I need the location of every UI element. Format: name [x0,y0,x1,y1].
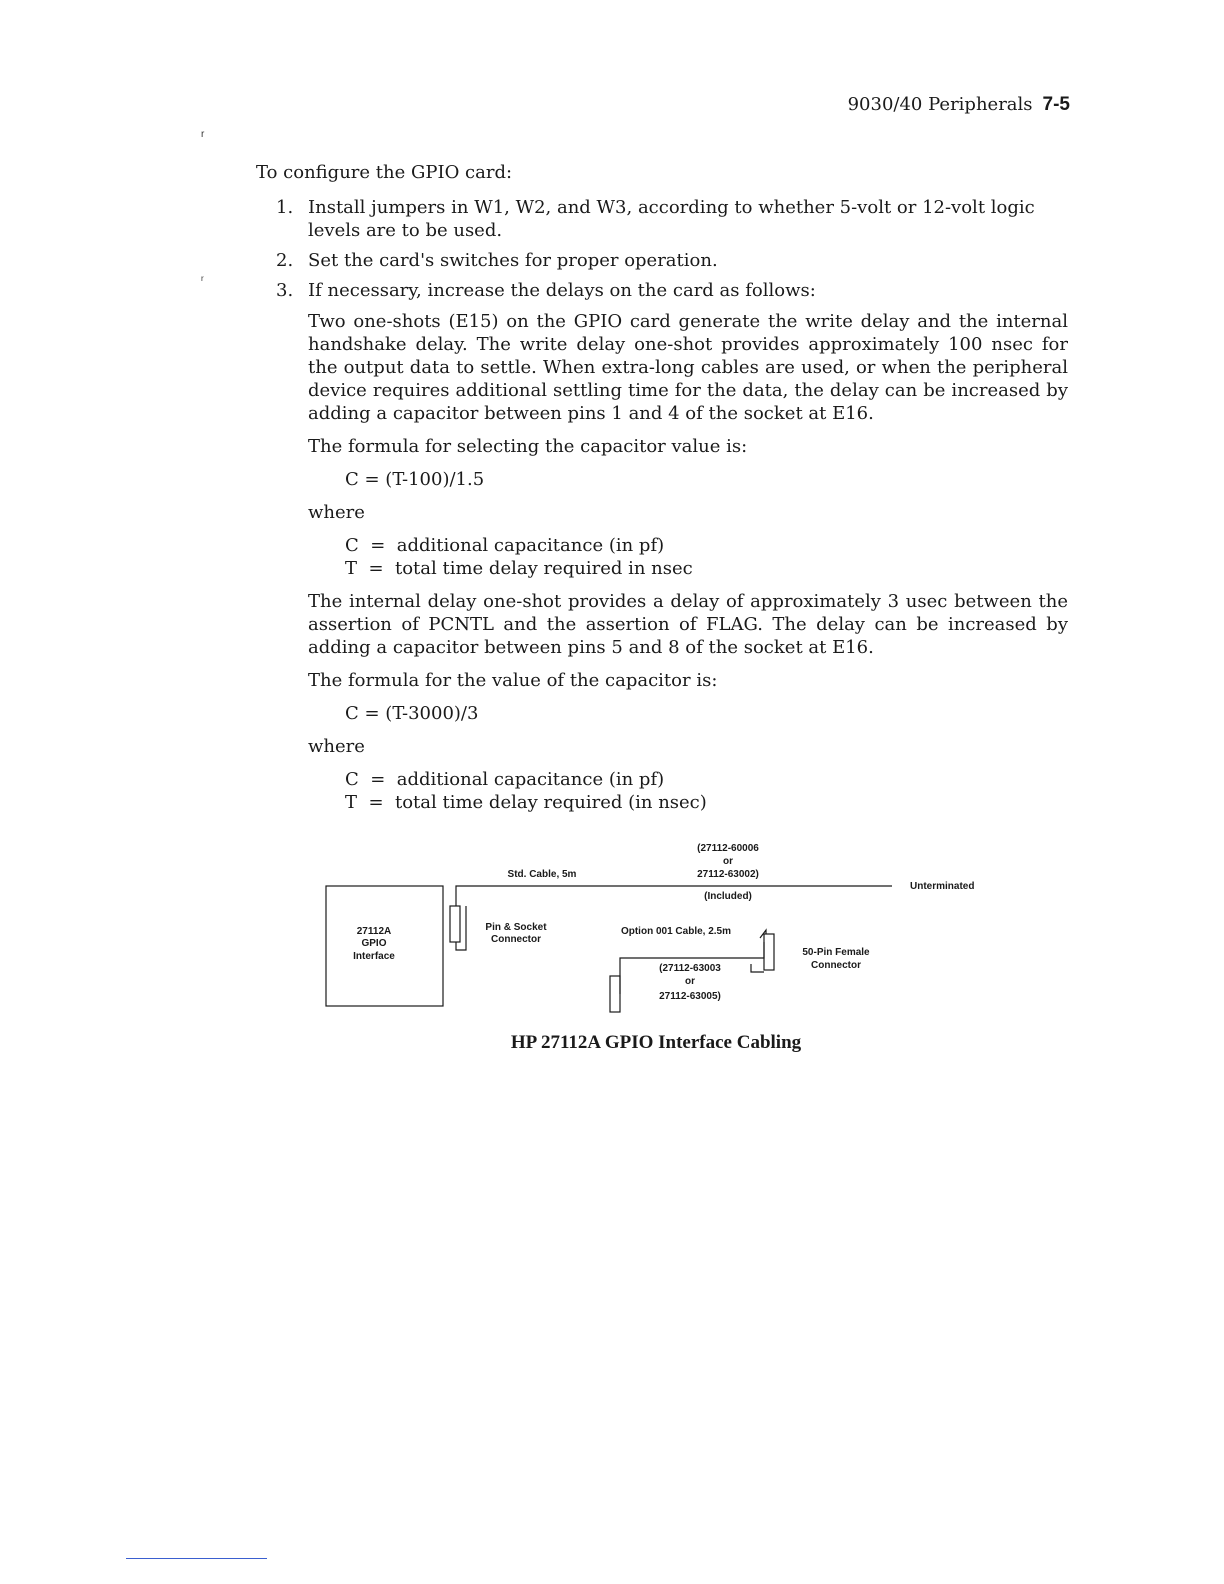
step-number: 2. [276,250,294,271]
figure-caption: HP 27112A GPIO Interface Cabling [510,1032,802,1053]
section-title: 9030/40 Peripherals [847,94,1033,115]
std-cable-line [456,886,892,906]
intro-text: To configure the GPIO card: [256,162,513,183]
female-connector-label: Connector [811,960,861,971]
write-delay-paragraph: Two one-shots (E15) on the GPIO card generate the write delay and the internal handshake delay. The write delay one-shot provides approximately 100 nsec for the output data to settle. When extra-long cables are used, or when the peripheral device requires additional settling time for the data, the delay can be increased by adding a capacitor between pins 1 and 4 of the socket at E16. [308,311,1068,424]
female-connector-bracket [751,964,764,972]
page-number: 7-5 [1042,94,1070,115]
step-text: If necessary, increase the delays on the card as follows: [308,280,816,301]
connector-bracket [456,906,466,950]
option-cable-part: or [685,976,695,987]
step-text: Set the card's switches for proper operation. [308,250,718,271]
interface-label: GPIO [361,938,387,949]
step-number: 1. [276,197,294,218]
std-cable-part: (27112-60006 [697,843,759,854]
definition-t: T = total time delay required (in nsec) [345,792,707,813]
interface-label: 27112A [356,926,392,937]
list-item [276,196,1068,242]
formula-intro: The formula for the value of the capacitor is: [308,670,718,691]
handshake-delay-paragraph: The internal delay one-shot provides a delay of approximately 3 usec between the assertion of PCNTL and the assertion of FLAG. The delay can be increased by adding a capacitor between pins 5 and 8 of the socket at E16. [308,591,1068,658]
list-item [276,249,1068,272]
where-label: where [308,736,365,757]
footer-rule [126,1558,267,1559]
step-text: Install jumpers in W1, W2, and W3, according to whether 5-volt or 12-volt logic levels are to be used. [308,197,1035,241]
margin-mark: r [201,274,204,283]
pin-socket-label: Pin & Socket [485,922,547,933]
definitions [345,534,1068,580]
page-header [848,94,1070,116]
option-cable-part: 27112-63005) [659,991,721,1002]
option-cable-label: Option 001 Cable, 2.5m [620,926,732,937]
definition-c: C = additional capacitance (in pf) [345,535,665,556]
option-cable-end-connector [610,976,620,1012]
definition-t: T = total time delay required in nsec [345,558,693,579]
cabling-diagram [320,838,1020,1028]
unterminated-label: Unterminated [910,881,975,892]
step-3-body [308,310,1068,824]
step-list [276,196,1068,309]
std-cable-label: Std. Cable, 5m [507,869,577,880]
formula-handshake-delay: C = (T-3000)/3 [345,703,479,724]
std-cable-part: 27112-63002) [697,869,759,880]
formula-write-delay: C = (T-100)/1.5 [345,469,485,490]
margin-mark: r [201,129,205,140]
interface-label: Interface [353,951,395,962]
step-number: 3. [276,280,294,301]
definition-c: C = additional capacitance (in pf) [345,769,665,790]
list-item [276,279,1068,302]
cabling-diagram-svg [320,838,1020,1028]
std-cable-part: or [723,856,733,867]
female-connector [764,934,774,970]
option-cable-part: (27112-63003 [659,963,721,974]
pin-socket-connector [450,906,460,942]
formula-intro: The formula for selecting the capacitor value is: [308,436,748,457]
pin-socket-label: Connector [491,934,541,945]
where-label: where [308,502,365,523]
definitions [345,768,1068,814]
female-connector-label: 50-Pin Female [802,947,870,958]
included-label: (Included) [704,891,752,902]
